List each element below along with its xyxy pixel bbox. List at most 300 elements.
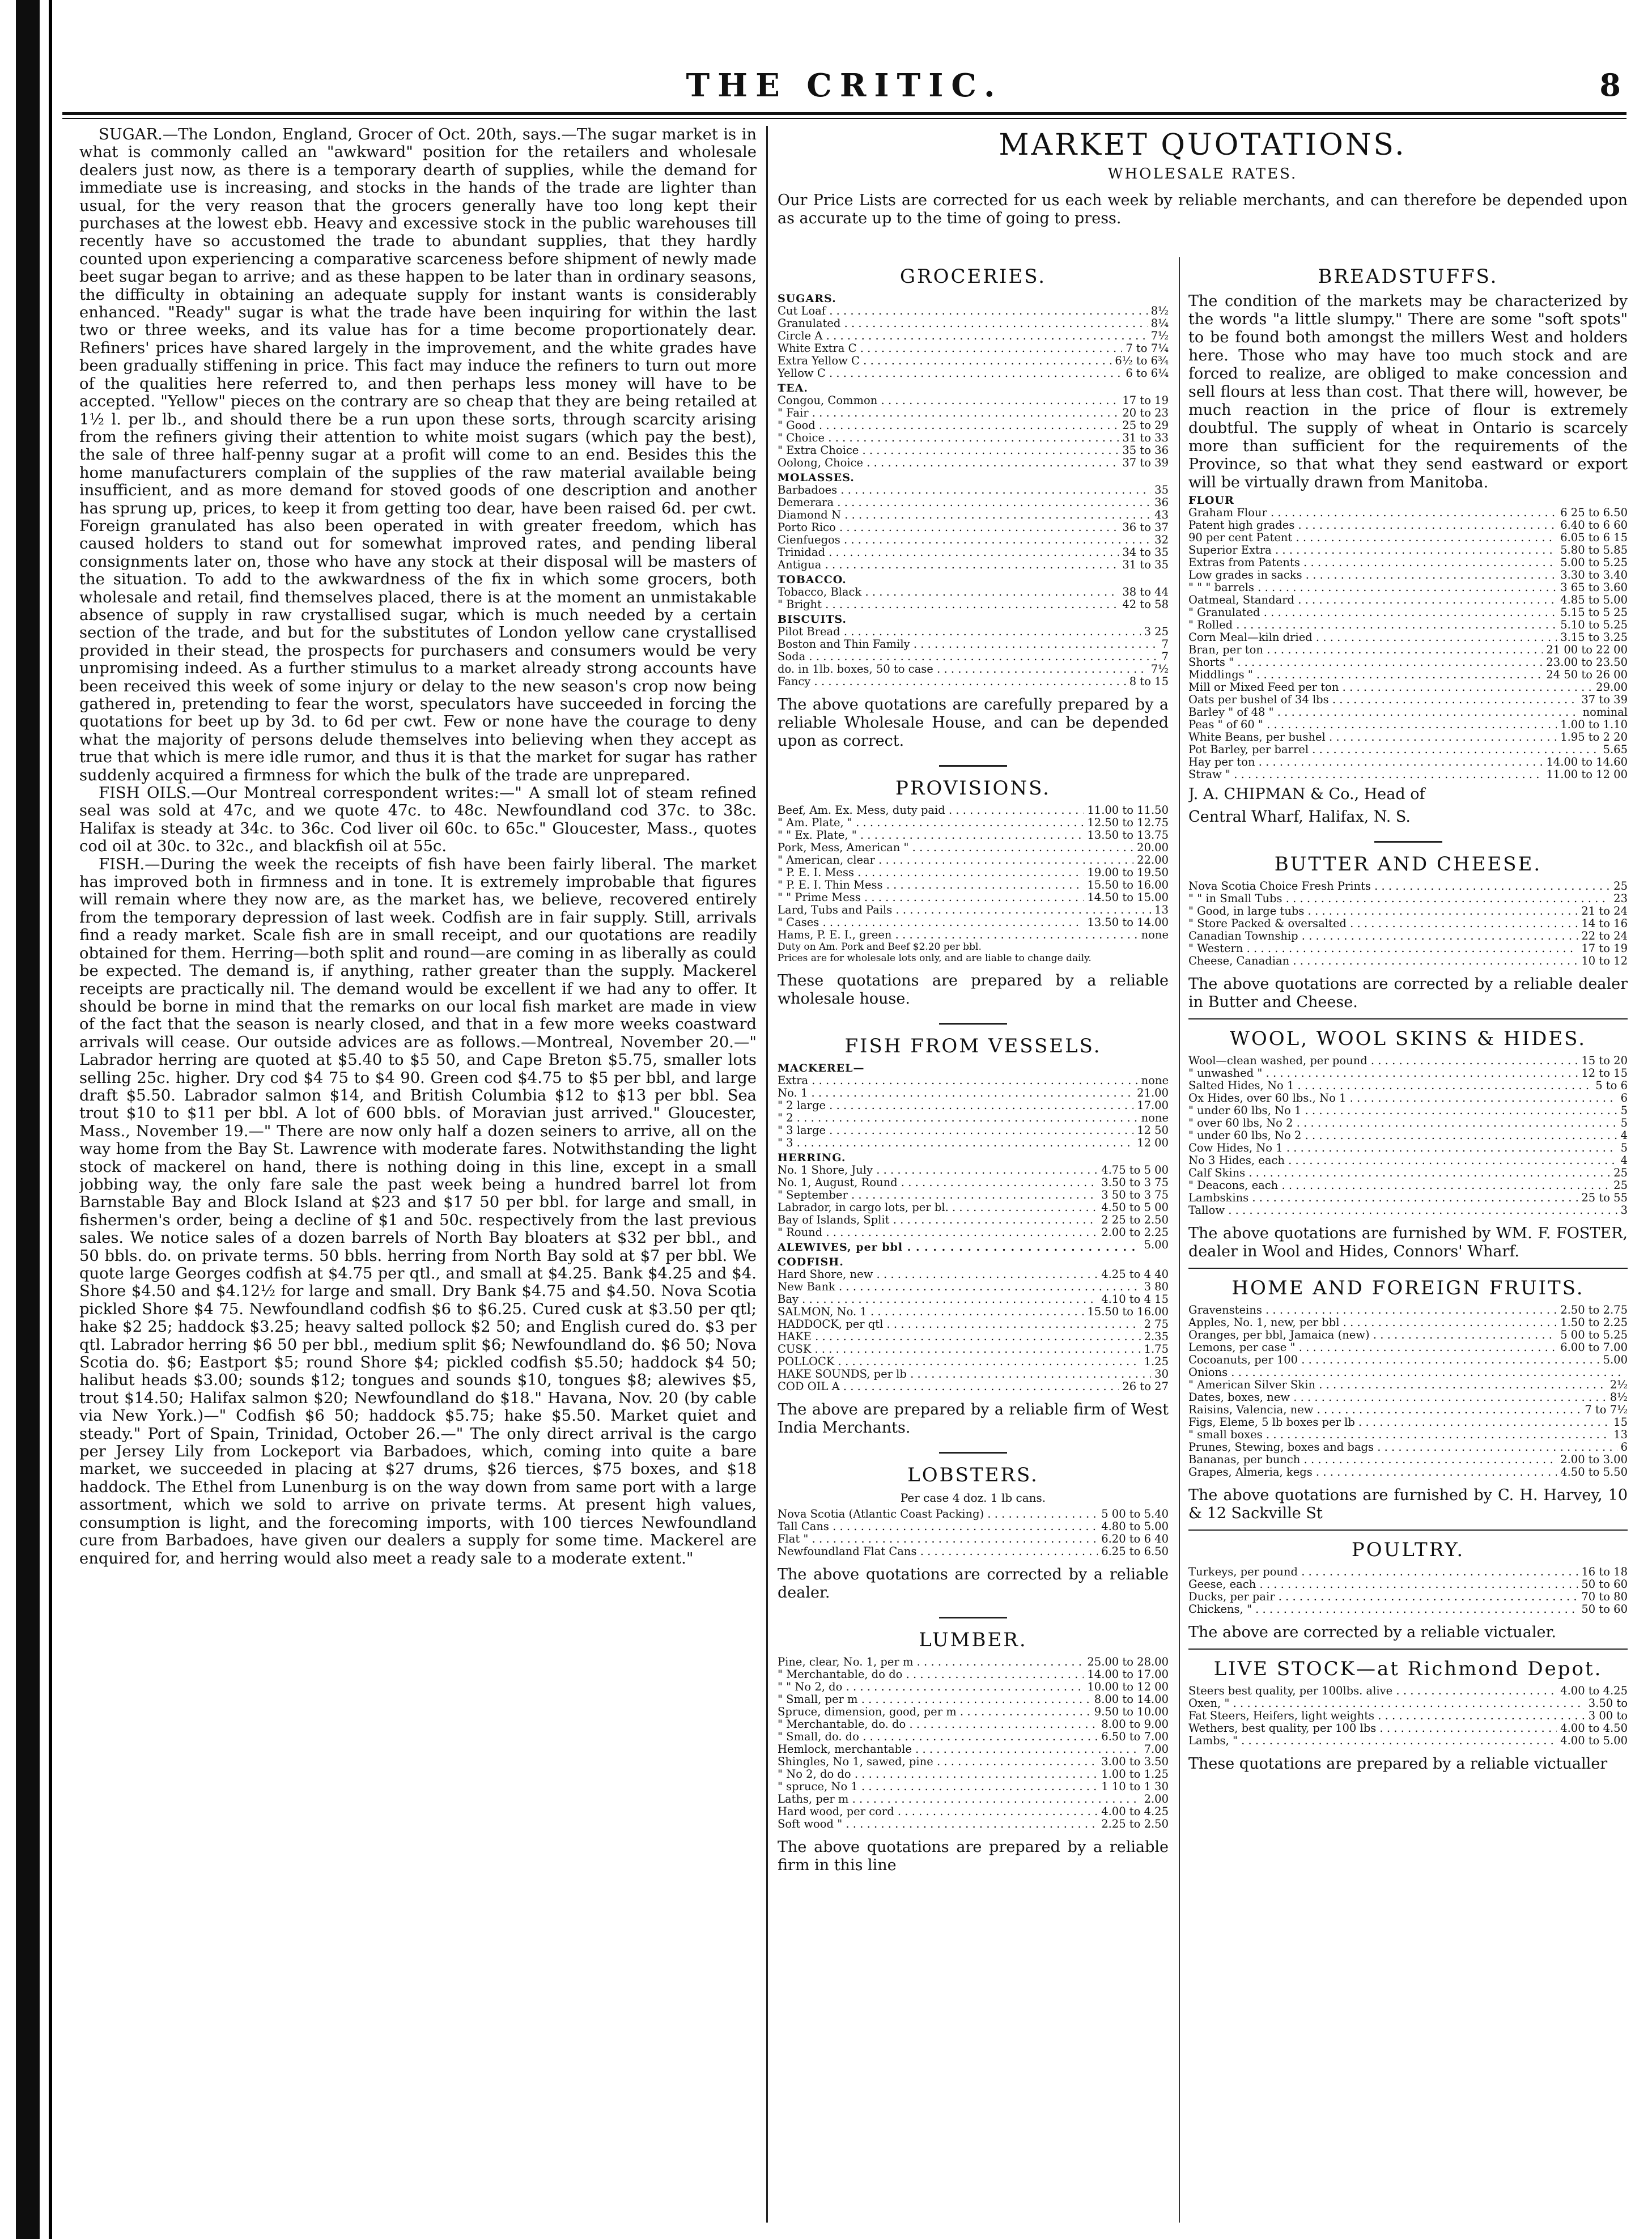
price-row [1188, 893, 1628, 905]
price-row [1188, 644, 1628, 656]
item-name: " Small, per m . . . [778, 1693, 1091, 1706]
item-price: 15 [1613, 1416, 1628, 1429]
section-title: POULTRY. [1351, 1539, 1465, 1561]
price-row [778, 1306, 1169, 1318]
price-row [1188, 631, 1628, 644]
item-price: 37 to 39 [1122, 456, 1169, 469]
item-price: 7 to 7½ [1585, 1403, 1628, 1416]
item-name: Trinidad . . . [778, 546, 1119, 559]
price-row [1188, 1204, 1628, 1217]
price-row [778, 1281, 1169, 1293]
item-price: 29.00 [1596, 681, 1628, 694]
price-row [1188, 1304, 1628, 1316]
item-name: do. in 1lb. boxes, 50 to case . . . [778, 663, 1148, 675]
price-row [1188, 731, 1628, 743]
item-price: 5.00 to 5.25 [1560, 556, 1628, 569]
price-row [778, 305, 1169, 317]
price-row [778, 817, 1169, 829]
item-name: Flat " . . . [778, 1533, 1098, 1545]
item-price: 4 [1620, 1129, 1628, 1142]
section-rule [1374, 841, 1442, 843]
item-name: No. 1 Shore, July . . . [778, 1164, 1098, 1176]
item-name: " small boxes . . . [1188, 1429, 1610, 1441]
price-row [1188, 1067, 1628, 1080]
item-price: 4.50 to 5 00 [1101, 1201, 1169, 1214]
page-number: 8 [1599, 67, 1621, 103]
price-row [778, 854, 1169, 866]
price-row [778, 457, 1169, 469]
item-price: 13.50 to 14.00 [1087, 916, 1169, 929]
market-intro: Our Price Lists are corrected for us each week by reliable merchants, and can therefore be depended upon as accurate up to the time of going to press. [778, 192, 1628, 227]
price-row [1188, 917, 1628, 930]
item-name: " under 60 lbs, No 1 . . . [1188, 1104, 1617, 1117]
item-name: Tobacco, Black . . . [778, 586, 1119, 598]
item-name: Salted Hides, No 1 . . . [1188, 1080, 1592, 1092]
section-rule [1188, 1649, 1628, 1650]
price-row [778, 675, 1169, 688]
section-groceries [778, 265, 1169, 750]
item-price: 5.00 [1603, 1353, 1628, 1366]
item-name: Low grades in sacks . . . [1188, 569, 1557, 581]
item-price: 8.00 to 9.00 [1101, 1718, 1169, 1731]
item-name: Beef, Am. Ex. Mess, duty paid . . . [778, 804, 1084, 817]
item-price: 1.75 [1144, 1342, 1169, 1356]
item-name: " Fair . . . [778, 407, 1119, 419]
item-name: Hemlock, merchantable . . . [778, 1743, 1141, 1756]
section-rule [939, 1617, 1007, 1618]
item-name: CUSK . . . [778, 1343, 1141, 1356]
section-note: These quotations are prepared by a reliable victualler [1188, 1755, 1608, 1773]
item-price: 8½ [1609, 1391, 1628, 1404]
item-name: " Deacons, each . . . [1188, 1179, 1610, 1192]
price-row [778, 419, 1169, 432]
item-price: 11.00 to 12 00 [1546, 768, 1628, 781]
price-row [778, 1818, 1169, 1830]
item-name: Calf Skins . . . [1188, 1167, 1610, 1179]
price-row [1188, 1466, 1628, 1478]
section-note: The above are corrected by a reliable victualer. [1188, 1624, 1556, 1641]
item-name: Tallow . . . [1188, 1204, 1617, 1217]
item-price: 12.50 to 12.75 [1087, 816, 1169, 829]
item-name: " Am. Plate, " . . . [778, 817, 1084, 829]
item-price: 8½ [1150, 304, 1169, 317]
item-name: Lard, Tubs and Pails . . . [778, 904, 1151, 916]
price-row [778, 1706, 1169, 1718]
category-name: BISCUITS. [778, 613, 847, 626]
item-name: Grapes, Almeria, kegs . . . [1188, 1466, 1557, 1478]
item-name: Lemons, per case " . . . [1188, 1341, 1557, 1354]
item-price: 4.10 to 4 15 [1101, 1293, 1169, 1306]
item-price: 23.00 to 23.50 [1546, 656, 1628, 669]
category-name: FLOUR [1188, 494, 1234, 507]
item-name: " over 60 lbs, No 2 . . . [1188, 1117, 1617, 1129]
item-price: 24 50 to 26 00 [1546, 668, 1628, 681]
item-name: Gravensteins . . . [1188, 1304, 1557, 1316]
item-price: 12 to 15 [1581, 1067, 1628, 1080]
item-price: 4 [1620, 1154, 1628, 1167]
item-name: Diamond N . . . [778, 509, 1151, 521]
item-name: Cheese, Canadian . . . [1188, 955, 1578, 967]
item-price: 3.00 to 3.50 [1101, 1755, 1169, 1768]
item-name: " Cases . . . [778, 916, 1084, 929]
section-note: The above quotations are furnished by WM. F. FOSTER, dealer in Wool and Hides, Connors' Wharf. [1188, 1225, 1628, 1260]
price-row [778, 1533, 1169, 1545]
item-price: 2½ [1609, 1378, 1628, 1391]
price-row [1188, 1104, 1628, 1117]
item-price: 14 to 16 [1581, 917, 1628, 930]
item-name: " " Ex. Plate, " . . . [778, 829, 1084, 842]
section-fruits [1188, 1277, 1628, 1523]
section-title: FISH FROM VESSELS. [844, 1035, 1102, 1057]
item-price: 17 to 19 [1581, 942, 1628, 955]
price-row [1188, 942, 1628, 955]
item-name: " 3 . . . [778, 1137, 1133, 1149]
price-row [1188, 1154, 1628, 1167]
item-price: 25 [1613, 1179, 1628, 1192]
item-name: Graham Flour . . . [1188, 507, 1557, 519]
price-row [1188, 719, 1628, 731]
price-row [1188, 569, 1628, 581]
item-name: " " Prime Mess . . . [778, 891, 1084, 904]
item-name: Superior Extra . . . [1188, 544, 1557, 556]
item-price: 26 to 27 [1122, 1380, 1169, 1393]
item-name: Lambskins . . . [1188, 1192, 1578, 1204]
item-name: Geese, each . . . [1188, 1578, 1578, 1591]
item-price: 5 00 to 5.25 [1560, 1328, 1628, 1341]
item-name: Extra . . . [778, 1074, 1138, 1087]
item-price: 38 to 44 [1122, 585, 1169, 598]
item-price: 3 50 to 3 75 [1101, 1188, 1169, 1201]
price-row [1188, 581, 1628, 594]
item-name: Barbadoes . . . [778, 484, 1151, 496]
price-row [778, 317, 1169, 330]
price-row [1188, 656, 1628, 669]
price-row [1188, 930, 1628, 942]
item-name: HADDOCK, per qtl . . . [778, 1318, 1141, 1331]
item-name: Bay of Islands, Split . . . [778, 1214, 1098, 1226]
item-price: 23 [1613, 892, 1628, 905]
item-name: " P. E. I. Thin Mess . . . [778, 879, 1084, 891]
section-title: PROVISIONS. [895, 777, 1051, 800]
item-name: Straw " . . . [1188, 768, 1543, 781]
item-name: " Extra Choice . . . [778, 444, 1119, 457]
section-rule [939, 765, 1007, 767]
item-name: Cow Hides, No 1 . . . [1188, 1142, 1617, 1154]
price-row [778, 1768, 1169, 1781]
item-price: 30 [1154, 1367, 1169, 1380]
binding-edge-line [49, 0, 52, 2239]
price-row [1188, 532, 1628, 544]
item-price: 2 25 to 2.50 [1101, 1213, 1169, 1226]
price-row [778, 651, 1169, 663]
item-price: 10 to 12 [1581, 954, 1628, 967]
item-price: 14.50 to 15.00 [1087, 891, 1169, 904]
item-name: Yellow C . . . [778, 367, 1122, 380]
item-price: 15.50 to 16.00 [1087, 1305, 1169, 1318]
item-name: Wethers, best quality, per 100 lbs . . . [1188, 1722, 1557, 1735]
price-row [1188, 594, 1628, 606]
item-price: 5 to 6 [1595, 1079, 1628, 1092]
item-price: 3.50 to 3 75 [1101, 1176, 1169, 1189]
item-price: 4.75 to 5 00 [1101, 1163, 1169, 1176]
price-row [1188, 768, 1628, 781]
item-price: none [1141, 928, 1169, 941]
price-row [1188, 706, 1628, 719]
item-price: 3 25 [1144, 625, 1169, 638]
item-name: Pilot Bread . . . [778, 626, 1141, 638]
item-name: White Beans, per bushel . . . [1188, 731, 1557, 743]
item-name: POLLOCK . . . [778, 1356, 1141, 1368]
price-row [778, 1368, 1169, 1380]
item-name: Granulated . . . [778, 317, 1148, 330]
price-row [1188, 1454, 1628, 1466]
item-name: Nova Scotia Choice Fresh Prints . . . [1188, 880, 1610, 893]
price-row [1188, 1591, 1628, 1603]
item-name: Onions . . . [1188, 1366, 1624, 1379]
item-price: 17 to 19 [1122, 394, 1169, 407]
price-row [778, 586, 1169, 598]
item-price [1624, 1366, 1628, 1379]
price-row [778, 1693, 1169, 1706]
article-fish: FISH.—During the week the receipts of fish have been fairly liberal. The market has improved both in firmness and in tone. It is extremely improbable that figures will remain where they now are, as the market has, we believe, recovered entirely from the temporary depression of last week. Codfish are in fair supply. Still, arrivals find a ready market. Scale fish are in small receipt, and our quotations are readily obtained for them. Herring—both split and round—are coming in as liberally as could be expected. The demand is, if anything, rather greater than the supply. Mackerel receipts are practically nil. The demand would be excellent if we had any to offer. It should be borne in mind that the remarks on our local fish market are made in view of the fact that the season is nearly closed, and that in a few more weeks coastward arrivals will cease. Our outside advices are as follows.—Montreal, November 20.—" Labrador herring are quoted at $5.40 to $5 50, and Cape Breton $5.75, smaller lots selling 25c. higher. Dry cod $4 75 to $4 90. Green cod $4.75 to $5 per bbl, and large draft $5.50. Labrador salmon $14, and British Columbia $12 to $13 per bbl. Sea trout $10 to $11 per bbl. A lot of 600 bbls. of Moravian just arrived." Gloucester, Mass., November 19.—" There are now only half a dozen seiners to arrive, all on the way home from the Bay St. Lawrence with moderate fares. Notwithstanding the light stock of mackerel on hand, there is nothing doing in this line, except in a small jobbing way, the only fare sale the past week being a hundred barrel lot from Barnstable Bay and Block Island at $23 and $17 50 per bbl. for large and small, in fishermen's order, being a decline of $1 and 50c. respectively from the last previous sales. We notice sales of a dozen barrels of North Bay bloaters at $32 per bbl., and 50 bbls. do. on private terms. 50 bbls. herring from North Bay sold at $7 per bbl. We quote large Georges codfish at $4.75 per qtl., and small at $4.25. Bank $4.25 and $4. Shore $4.50 and $4.12½ for large and small. Dry Bank $4.75 and $4.50. Nova Scotia pickled Shore $4 75. Newfoundland codfish $6 to $6.25. Cured cusk at $3.50 per qtl; hake $2 25; haddock $3.25; heavy salted pollock $2 50; and English cured do. $3 per qtl. Labrador herring $6 50 per bbl., medium split $6; Newfoundland do. $6 50; Nova Scotia do. $6; Eastport $5; round Shore $4; pickled codfish $5.50; haddock $4 50; halibut heads $3.00; sounds $12; tongues and sounds $10, tongues $8; alewives $5, trout $14.50; Halifax salmon $20; Newfoundland do $18." Havana, Nov. 20 (by cable via New York.)—" Codfish $6 50; haddock $5.75; hake $5.50. Market quiet and steady." Port of Spain, Trinidad, October 26.—" The only direct arrival is the cargo per Jersey Lily from Lockeport via Barbadoes, which, coming into quite a bare market, we succeeded in placing at $27 drums, $26 tierces, $75 boxes, and $18 haddock. The Ethel from Lunenburg is on the way down from same port with a large assortment, which we sold to arrive on private terms. At present high values, consumption is light, and the forecoming imports, with 100 tierces Newfoundland cure from Barbadoes, have given our dealers a supply for some time. Mackerel are enquired for, and herring would also meet a ready sale to a moderate extent." [79, 855, 757, 1567]
section-title: GROCERIES. [899, 265, 1047, 288]
price-row [778, 1668, 1169, 1681]
price-row [778, 916, 1169, 929]
price-row [1188, 1441, 1628, 1454]
article-column [79, 126, 757, 2223]
price-row [778, 1756, 1169, 1768]
section-note: The above quotations are carefully prepared by a reliable Wholesale House, and can be depended upon as correct. [778, 696, 1169, 750]
price-row [778, 891, 1169, 904]
item-price: 25.00 to 28.00 [1087, 1655, 1169, 1668]
item-price: 3 [1620, 1204, 1628, 1217]
item-price: 6 25 to 6.50 [1560, 506, 1628, 519]
section-title: LOBSTERS. [907, 1464, 1039, 1486]
item-price: 4.85 to 5.00 [1560, 593, 1628, 606]
price-row [1188, 880, 1628, 893]
price-row [1188, 1379, 1628, 1391]
item-price: 14.00 to 17.00 [1087, 1668, 1169, 1681]
price-row [1188, 1697, 1628, 1710]
price-row [778, 509, 1169, 521]
category-name: MACKEREL— [778, 1062, 865, 1074]
item-price: 6.00 to 7.00 [1560, 1341, 1628, 1354]
item-name: Oranges, per bbl, Jamaica (new) . . . [1188, 1329, 1557, 1341]
section-provisions [778, 765, 1169, 1008]
header-rule [62, 112, 1626, 115]
item-price: 7 to 7¼ [1126, 342, 1169, 355]
item-price: 31 to 33 [1122, 431, 1169, 444]
section-paragraph: The condition of the markets may be characterized by the words "a little slumpy." There are some "soft spots" to be found both amongst the millers West and holders here. Those who may have too much stock and are forced to realize, are obliged to make concession and sell flours at less than cost. That there will, however, be much reaction in the price of flour is extremely doubtful. The supply of wheat in Ontario is scarcely more than sufficient for the requirements of the Province, so that what they send eastward or export will be virtually drawn from Manitoba. [1188, 292, 1628, 491]
price-row [1188, 1142, 1628, 1154]
article-fish-oils: FISH OILS.—Our Montreal correspondent writes:—" A small lot of steam refined seal was sold at 47c, and we quote 47c. to 48c. Newfoundland cod 37c. to 38c. Halifax is steady at 34c. to 36c. Cod liver oil 60c. to 65c." Gloucester, Mass., quotes cod oil at 30c. to 32c., and blackfish oil at 55c. [79, 784, 757, 856]
price-row [1188, 606, 1628, 619]
item-name: " September . . . [778, 1189, 1098, 1201]
item-price: 4.50 to 5.50 [1560, 1465, 1628, 1478]
price-row [778, 866, 1169, 879]
price-row [1188, 519, 1628, 532]
item-price: 43 [1154, 508, 1169, 521]
item-price: 34 to 35 [1122, 546, 1169, 559]
item-name: HAKE . . . [778, 1331, 1141, 1343]
item-price: 3.30 to 3.40 [1560, 568, 1628, 581]
item-name: Bananas, per bunch . . . [1188, 1454, 1557, 1466]
item-name: " Rolled . . . [1188, 619, 1557, 631]
price-row [1188, 1341, 1628, 1354]
item-price: 13 [1613, 1428, 1628, 1441]
price-row [1188, 1685, 1628, 1697]
price-row [778, 598, 1169, 611]
price-row [778, 1112, 1169, 1124]
section-rule [1188, 1018, 1628, 1019]
page-title: THE CRITIC. [686, 67, 1003, 104]
price-row [778, 407, 1169, 419]
item-name: Spruce, dimension, good, per m . . . [778, 1706, 1091, 1718]
section-title: LIVE STOCK—at Richmond Depot. [1213, 1658, 1603, 1680]
item-price: 25 [1613, 880, 1628, 893]
item-price: 2.25 to 2.50 [1101, 1817, 1169, 1830]
item-price: none [1141, 1074, 1169, 1087]
price-row [1188, 1404, 1628, 1416]
item-price: 6.05 to 6 15 [1560, 531, 1628, 544]
item-price: 1.00 to 1.10 [1560, 718, 1628, 731]
item-name: " Good, in large tubs . . . [1188, 905, 1578, 917]
item-name: Soft wood " . . . [778, 1818, 1098, 1830]
item-name: Labrador, in cargo lots, per bl. . . . [778, 1201, 1098, 1214]
section-rule [939, 1452, 1007, 1454]
item-price: 4.00 to 4.25 [1560, 1684, 1628, 1697]
price-row [1188, 1366, 1628, 1379]
item-name: Raisins, Valencia, new . . . [1188, 1404, 1581, 1416]
item-price: 8 to 15 [1129, 675, 1169, 688]
price-row [1188, 1566, 1628, 1578]
price-row [778, 432, 1169, 444]
price-row [778, 1137, 1169, 1149]
item-price: 36 [1154, 496, 1169, 509]
price-row [1188, 1722, 1628, 1735]
item-name: Nova Scotia (Atlantic Coast Packing) . . . [778, 1508, 1098, 1520]
item-price: 6.25 to 6.50 [1101, 1545, 1169, 1558]
item-name: " Western . . . [1188, 942, 1578, 955]
item-name: " Granulated . . . [1188, 606, 1557, 619]
price-row [778, 1380, 1169, 1393]
item-name: Oats per bushel of 34 lbs . . . [1188, 694, 1578, 706]
item-name: Antigua . . . [778, 559, 1119, 571]
item-price: 37 to 39 [1581, 693, 1628, 706]
item-name: Hard wood, per cord . . . [778, 1805, 1098, 1818]
price-row [778, 663, 1169, 675]
item-price: 7½ [1150, 329, 1169, 342]
price-row [1188, 669, 1628, 681]
item-name: Circle A . . . [778, 330, 1148, 342]
price-row [778, 559, 1169, 571]
price-row [1188, 556, 1628, 569]
price-row [1188, 619, 1628, 631]
item-price: 2.00 to 3.00 [1560, 1453, 1628, 1466]
item-price: 1.25 [1144, 1355, 1169, 1368]
section-butter [1188, 853, 1628, 1012]
item-name: Mill or Mixed Feed per ton . . . [1188, 681, 1592, 694]
item-price: 12 50 [1137, 1124, 1169, 1137]
section-wool [1188, 1027, 1628, 1261]
item-price: 20 to 23 [1122, 406, 1169, 419]
item-price: 13 [1154, 903, 1169, 916]
item-name: No. 1 . . . [778, 1087, 1133, 1099]
item-name: Chickens, " . . . [1188, 1603, 1578, 1616]
item-name: " Bright . . . [778, 598, 1119, 611]
category-name: HERRING. [778, 1152, 846, 1164]
price-row [1188, 1055, 1628, 1067]
category-name: TOBACCO. [778, 573, 847, 586]
item-price: 5 [1620, 1116, 1628, 1129]
item-name: " Choice . . . [778, 432, 1119, 444]
price-row [1188, 1192, 1628, 1204]
item-price: 11.00 to 11.50 [1087, 804, 1169, 817]
price-row [1188, 1391, 1628, 1404]
price-row [1188, 1603, 1628, 1616]
price-row [1188, 1429, 1628, 1441]
price-row [778, 484, 1169, 496]
price-row [778, 842, 1169, 854]
item-name: New Bank . . . [778, 1281, 1141, 1293]
price-note: Prices are for wholesale lots only, and are liable to change daily. [778, 953, 1092, 964]
item-name: Oatmeal, Standard . . . [1188, 594, 1557, 606]
price-row [778, 367, 1169, 380]
item-price: 5.10 to 5.25 [1560, 618, 1628, 631]
market-title: MARKET QUOTATIONS. [999, 128, 1407, 162]
item-name: Ducks, per pair . . . [1188, 1591, 1578, 1603]
item-price: 1.00 to 1.25 [1101, 1768, 1169, 1781]
price-row [1188, 1129, 1628, 1142]
price-row [1188, 1117, 1628, 1129]
item-name: Boston and Thin Family . . . [778, 638, 1158, 651]
item-price: 5.15 to 5 25 [1560, 606, 1628, 619]
item-price: 17.00 [1137, 1099, 1169, 1112]
item-name: Pork, Mess, American " . . . [778, 842, 1133, 854]
price-row [778, 1189, 1169, 1201]
item-price: 22.00 [1137, 853, 1169, 866]
price-row [1188, 694, 1628, 706]
article-sugar: SUGAR.—The London, England, Grocer of Oct. 20th, says.—The sugar market is in what is commonly called an "awkward" position for the retailers and wholesale dealers just now, as there is a temporary dearth of supplies, while the demand for immediate use is increasing, and stocks in the hands of the trade are lighter than usual, for the very reason that the grocers generally have too long kept their purchases at the lowest ebb. Heavy and excessive stock in the public warehouses till recently have so accustomed the trade to abundant supplies, that they hardly counted upon experiencing a comparative scarceness before shipment of newly made beet sugar began to arrive; and as these happen to be later than in ordinary seasons, the difficulty in obtaining an adequate supply for instant wants is considerably enhanced. "Ready" sugar is what the trade have been inquiring for within the last two or three weeks, and its value has for a time become proportionately dear. Refiners' prices have shared largely in the improvement, and the white grades have been gradually stiffening in price. This fact may induce the refiners to turn out more of the qualities here referred to, and then perhaps less money will have to be accepted. "Yellow" pieces on the contrary are so cheap that they are being retailed at 1½ l. per lb., and should there be a run upon these sorts, through scarcity arising from the refiners giving their attention to white moist sugars (which pay the best), the sale of three half-penny sugar at a profit will come to an end. Besides this the home manufacturers complain of the supplies of the raw material available being insufficient, and as more demand for stoved goods of one description and another has sprung up, prices, to keep it from getting too dear, have been raised 6d. per cwt. Foreign granulated has also been operated in with greater freedom, which has caused holders to stand out for somewhat improved rates, and pending liberal consignments later on, those who have any stock at their disposal will be masters of the situation. To add to the awkwardness of the fix in which some grocers, both wholesale and retail, find themselves placed, there is at the moment an unmistakable absence of supply in raw crystallised sugar, which is much needed by a certain section of the trade, and but for the substitutes of London yellow cane crystallised provided in their stead, the prospects for purchasers and consumers would be very unpromising indeed. As a further stimulus to a market already strong accounts have been received this week of some injury or delay to the new season's crop now being gathered in, pretending to fear the worst, speculators have succeeded in forcing the quotations for beet up by 3d. to 6d per cwt. Few or none have the courage to deny what the majority of persons delude themselves into believing when they accept as true that which is mere idle rumor, and thus it is that the market for sugar has rather suddenly acquired a firmness for which the bulk of the trade are unprepared. [79, 126, 757, 784]
section-title: BUTTER AND CHEESE. [1274, 853, 1542, 876]
item-name: Canadian Township . . . [1188, 930, 1578, 942]
item-price: 9.50 to 10.00 [1094, 1705, 1169, 1718]
item-price: 50 to 60 [1581, 1603, 1628, 1616]
item-name: Porto Rico . . . [778, 521, 1119, 534]
item-price: 14.00 to 14.60 [1546, 755, 1628, 768]
item-name: Figs, Eleme, 5 lb boxes per lb . . . [1188, 1416, 1610, 1429]
item-name: " Merchantable, do. do . . . [778, 1718, 1098, 1731]
item-price: 5 [1620, 1104, 1628, 1117]
price-row [778, 342, 1169, 355]
item-name: " No 2, do do . . . [778, 1768, 1098, 1781]
item-price: 3.15 to 3.25 [1560, 631, 1628, 644]
section-note: The above quotations are furnished by C. H. Harvey, 10 & 12 Sackville St [1188, 1486, 1628, 1522]
price-row [778, 1781, 1169, 1793]
category-name: CODFISH. [778, 1256, 844, 1268]
item-name: " Good . . . [778, 419, 1119, 432]
item-name: Newfoundland Flat Cans . . . [778, 1545, 1098, 1558]
item-price: 4.00 to 5.00 [1560, 1734, 1628, 1747]
item-name: " spruce, No 1 . . . [778, 1781, 1098, 1793]
item-price: 2.50 to 2.75 [1560, 1303, 1628, 1316]
price-row [778, 1718, 1169, 1731]
item-price: 12 00 [1137, 1136, 1169, 1149]
item-name: Demerara . . . [778, 496, 1151, 509]
item-price: 15 to 20 [1581, 1054, 1628, 1067]
item-name: Tall Cans . . . [778, 1520, 1098, 1533]
section-note: The above quotations are prepared by a reliable firm in this line [778, 1838, 1169, 1874]
